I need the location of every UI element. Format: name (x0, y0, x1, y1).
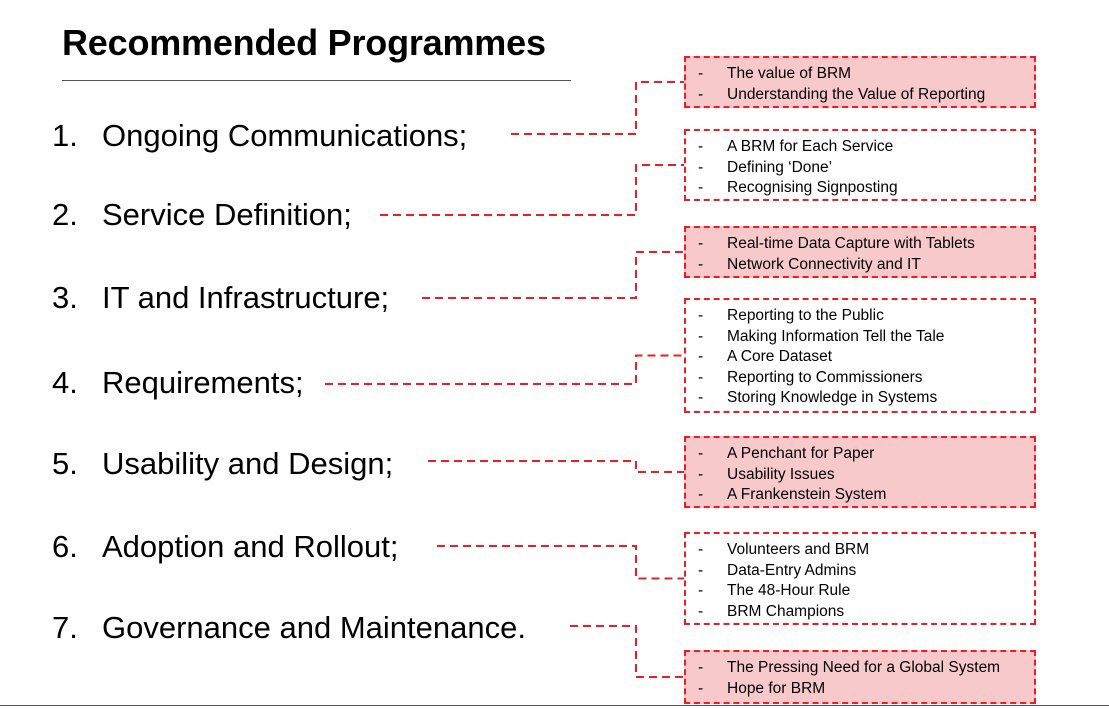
topic-item: - Reporting to the Public (698, 306, 1030, 327)
topic-box-1 (684, 56, 1036, 108)
topic-item: - Reporting to Commissioners (698, 368, 1030, 389)
programme-7 (52, 610, 526, 646)
programme-2 (52, 197, 352, 233)
topic-box-2 (684, 129, 1036, 201)
topic-box-5 (684, 436, 1036, 508)
programme-number: 6. (52, 529, 78, 564)
programme-label: Governance and Maintenance. (102, 610, 526, 645)
topic-box-7 (684, 650, 1036, 704)
connector-4 (325, 356, 684, 385)
topic-item: - Defining ‘Done’ (698, 158, 1030, 179)
topic-box-3 (684, 226, 1036, 278)
topic-box-4 (684, 298, 1036, 413)
topic-item: - Storing Knowledge in Systems (698, 388, 1030, 409)
programme-6 (52, 529, 398, 565)
connector-1 (511, 82, 684, 134)
programme-4 (52, 365, 304, 401)
programme-1 (52, 118, 467, 154)
programme-label: Ongoing Communications; (102, 118, 468, 153)
programme-number: 2. (52, 197, 78, 232)
topic-item: - Recognising Signposting (698, 178, 1030, 199)
programme-label: Adoption and Rollout; (102, 529, 399, 564)
topic-item: - A Penchant for Paper (698, 444, 1030, 465)
programme-label: Usability and Design; (102, 446, 394, 481)
topic-item: - Making Information Tell the Tale (698, 327, 1030, 348)
programme-number: 7. (52, 610, 78, 645)
topic-item: - BRM Champions (698, 602, 1030, 623)
programme-label: Service Definition; (102, 197, 352, 232)
topic-item: - A Frankenstein System (698, 485, 1030, 506)
topic-box-6 (684, 532, 1036, 625)
programme-3 (52, 280, 389, 316)
connector-7 (570, 626, 684, 677)
topic-item: - The 48-Hour Rule (698, 581, 1030, 602)
topic-item: - Data-Entry Admins (698, 561, 1030, 582)
topic-item: - Usability Issues (698, 465, 1030, 486)
page-title: Recommended Programmes (62, 22, 546, 63)
connector-5 (428, 461, 684, 472)
programme-number: 3. (52, 280, 78, 315)
topic-item: - The value of BRM (698, 64, 1030, 85)
programme-label: IT and Infrastructure; (102, 280, 390, 315)
topic-item: - Hope for BRM (698, 679, 1030, 700)
programme-number: 4. (52, 365, 78, 400)
programme-number: 5. (52, 446, 78, 481)
bottom-divider (0, 705, 1109, 706)
programme-number: 1. (52, 118, 78, 153)
connector-6 (437, 546, 684, 579)
programme-label: Requirements; (102, 365, 304, 400)
topic-item: - A Core Dataset (698, 347, 1030, 368)
programme-5 (52, 446, 393, 482)
topic-item: - A BRM for Each Service (698, 137, 1030, 158)
topic-item: - Understanding the Value of Reporting (698, 85, 1030, 106)
topic-item: - Network Connectivity and IT (698, 255, 1030, 276)
connector-2 (380, 165, 684, 215)
connector-3 (422, 252, 684, 298)
topic-item: - The Pressing Need for a Global System (698, 658, 1030, 679)
topic-item: - Real-time Data Capture with Tablets (698, 234, 1030, 255)
topic-item: - Volunteers and BRM (698, 540, 1030, 561)
